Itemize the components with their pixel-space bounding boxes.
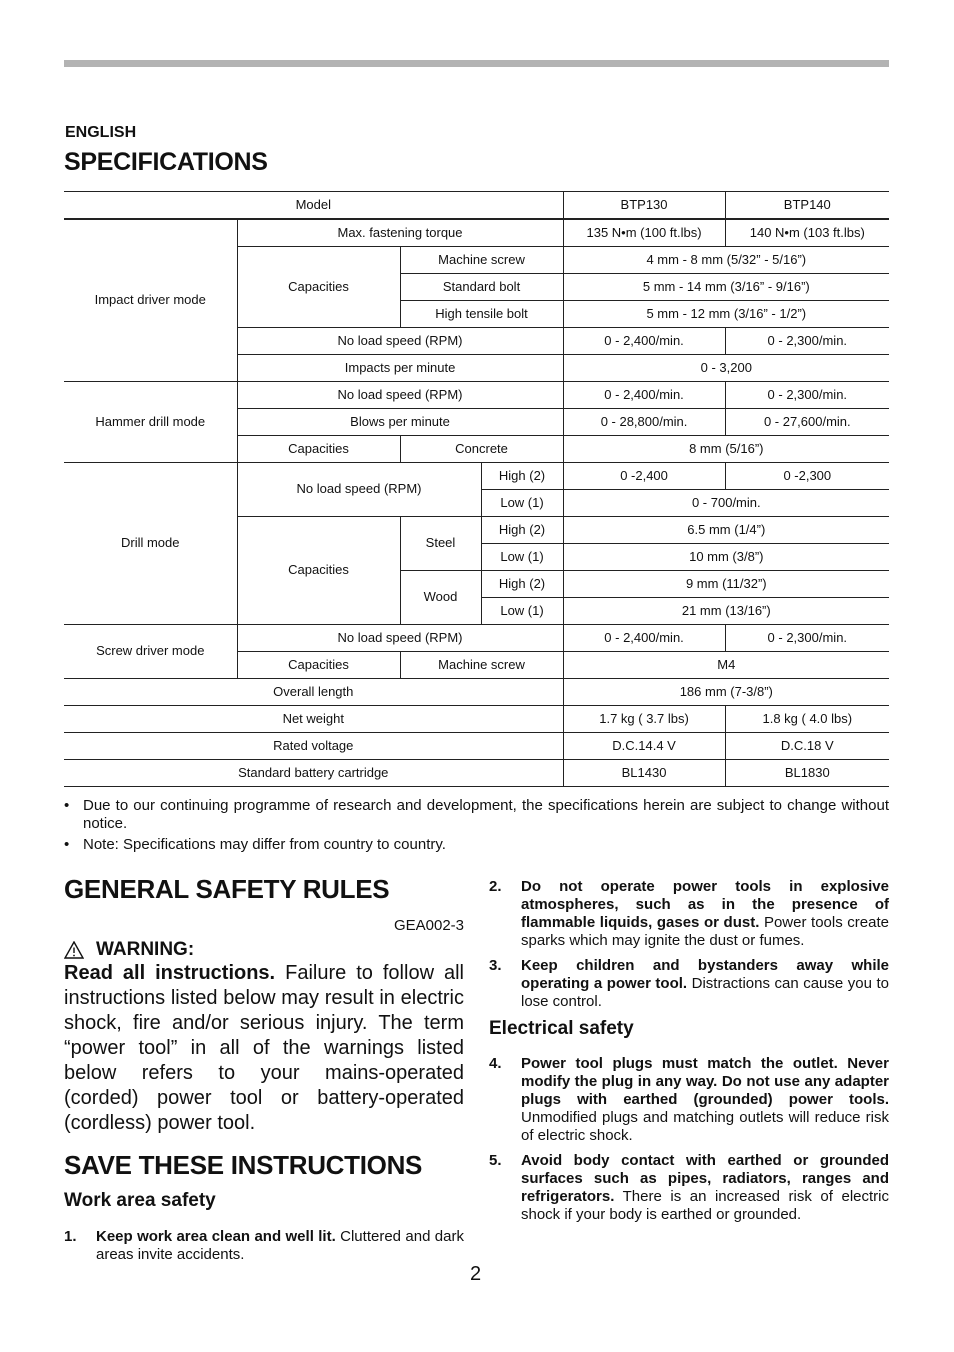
table-cell: Screw driver mode bbox=[64, 625, 237, 679]
rule-item bbox=[489, 1152, 889, 1224]
table-cell: 140 N•m (103 ft.lbs) bbox=[725, 219, 889, 247]
table-cell: Overall length bbox=[64, 679, 563, 706]
rule-text bbox=[521, 1152, 889, 1224]
rule-number: 4. bbox=[489, 1055, 502, 1072]
electrical-safety-title: Electrical safety bbox=[489, 1018, 634, 1039]
table-cell: 4 mm - 8 mm (5/32” - 5/16”) bbox=[563, 247, 889, 274]
rule-bold: Do not operate power tools in explosive atmospheres, such as in the presence of flammable liquids, gases or dust. bbox=[521, 878, 889, 931]
table-cell: 0 - 27,600/min. bbox=[725, 409, 889, 436]
table-cell: Low (1) bbox=[481, 490, 563, 517]
table-cell: 1.8 kg ( 4.0 lbs) bbox=[725, 706, 889, 733]
table-row bbox=[64, 625, 889, 652]
rule-bold: Keep children and bystanders away while operating a power tool. bbox=[521, 957, 889, 992]
page-title: SPECIFICATIONS bbox=[64, 148, 268, 176]
table-cell: BTP130 bbox=[563, 192, 725, 220]
table-cell: No load speed (RPM) bbox=[237, 463, 481, 517]
rule-number: 2. bbox=[489, 878, 502, 895]
rule-item bbox=[489, 1055, 889, 1145]
table-cell: Standard bolt bbox=[400, 274, 563, 301]
table-cell: Low (1) bbox=[481, 598, 563, 625]
table-cell: Capacities bbox=[237, 247, 400, 328]
rule-text bbox=[521, 878, 889, 950]
table-cell: 5 mm - 12 mm (3/16” - 1/2”) bbox=[563, 301, 889, 328]
table-cell: 0 - 3,200 bbox=[563, 355, 889, 382]
page-number: 2 bbox=[470, 1263, 482, 1285]
table-cell: 0 - 28,800/min. bbox=[563, 409, 725, 436]
top-rule bbox=[64, 60, 889, 67]
table-cell: Capacities bbox=[237, 436, 400, 463]
table-cell: 0 - 2,400/min. bbox=[563, 382, 725, 409]
table-cell: Machine screw bbox=[400, 652, 563, 679]
table-cell: 186 mm (7-3/8”) bbox=[563, 679, 889, 706]
table-cell: 21 mm (13/16”) bbox=[563, 598, 889, 625]
table-cell: Rated voltage bbox=[64, 733, 563, 760]
rule-bold: Keep work area clean and well lit. bbox=[96, 1228, 336, 1245]
table-cell: M4 bbox=[563, 652, 889, 679]
warning-body: Failure to follow all instructions listed below may result in electric shock, fire and/or serious injury. The term “power tool” in all of the warnings listed below refers to your mains-operated (corded) power tool or battery-operated (cordless) power tool. bbox=[64, 962, 465, 1134]
table-cell: High tensile bolt bbox=[400, 301, 563, 328]
table-cell: Capacities bbox=[237, 517, 400, 625]
table-cell: 0 - 2,400/min. bbox=[563, 328, 725, 355]
table-row bbox=[64, 382, 889, 409]
table-cell: Blows per minute bbox=[237, 409, 563, 436]
table-cell: Model bbox=[64, 192, 563, 220]
table-cell: 9 mm (11/32”) bbox=[563, 571, 889, 598]
table-cell: BL1430 bbox=[563, 760, 725, 787]
rule-body: Unmodified plugs and matching outlets will reduce risk of electric shock. bbox=[521, 1109, 889, 1144]
table-cell: 0 - 2,400/min. bbox=[563, 625, 725, 652]
table-row bbox=[64, 679, 889, 706]
table-cell: D.C.14.4 V bbox=[563, 733, 725, 760]
table-cell: 0 -2,400 bbox=[563, 463, 725, 490]
table-row bbox=[64, 733, 889, 760]
work-area-title: Work area safety bbox=[64, 1190, 216, 1211]
table-cell: Wood bbox=[400, 571, 481, 625]
table-cell: 5 mm - 14 mm (3/16” - 9/16”) bbox=[563, 274, 889, 301]
table-cell: Capacities bbox=[237, 652, 400, 679]
table-cell: 6.5 mm (1/4”) bbox=[563, 517, 889, 544]
document-code: GEA002-3 bbox=[393, 917, 464, 934]
warning-heading bbox=[64, 939, 464, 961]
rule-bold: Power tool plugs must match the outlet. Never modify the plug in any way. Do not use any adapter plugs with earthed (grounded) power tools. bbox=[521, 1055, 889, 1108]
spec-notes bbox=[64, 797, 889, 857]
table-cell: 0 - 700/min. bbox=[563, 490, 889, 517]
table-cell: High (2) bbox=[481, 463, 563, 490]
table-cell: No load speed (RPM) bbox=[237, 328, 563, 355]
rule-number: 1. bbox=[64, 1228, 77, 1245]
table-cell: BTP140 bbox=[725, 192, 889, 220]
save-instructions-title: SAVE THESE INSTRUCTIONS bbox=[64, 1150, 423, 1180]
table-cell: 1.7 kg ( 3.7 lbs) bbox=[563, 706, 725, 733]
table-cell: Impacts per minute bbox=[237, 355, 563, 382]
table-row bbox=[64, 463, 889, 490]
left-column bbox=[64, 874, 464, 1264]
table-cell: Impact driver mode bbox=[64, 219, 237, 382]
table-cell: High (2) bbox=[481, 571, 563, 598]
table-cell: Hammer drill mode bbox=[64, 382, 237, 463]
rule-item bbox=[489, 878, 889, 950]
rule-text bbox=[521, 957, 889, 1011]
rule-number: 5. bbox=[489, 1152, 502, 1169]
table-cell: Drill mode bbox=[64, 463, 237, 625]
table-cell: Net weight bbox=[64, 706, 563, 733]
safety-title: GENERAL SAFETY RULES bbox=[64, 874, 390, 904]
table-cell: Standard battery cartridge bbox=[64, 760, 563, 787]
rule-body: Power tools create sparks which may ignite the dust or fumes. bbox=[521, 914, 889, 949]
rule-item bbox=[64, 1228, 464, 1264]
rule-bold: Avoid body contact with earthed or grounded surfaces such as pipes, radiators, ranges and refrigerators. bbox=[521, 1152, 889, 1205]
table-cell: Steel bbox=[400, 517, 481, 571]
language-label: ENGLISH bbox=[65, 124, 137, 141]
table-cell: Low (1) bbox=[481, 544, 563, 571]
table-row bbox=[64, 760, 889, 787]
table-cell: 10 mm (3/8”) bbox=[563, 544, 889, 571]
rule-body: Distractions can cause you to lose control. bbox=[521, 975, 889, 1010]
table-cell: 0 - 2,300/min. bbox=[725, 382, 889, 409]
specifications-table bbox=[64, 191, 889, 787]
table-cell: 8 mm (5/16”) bbox=[563, 436, 889, 463]
table-row bbox=[64, 192, 889, 220]
warning-text bbox=[64, 961, 464, 1136]
warning-label: WARNING: bbox=[96, 939, 195, 960]
table-cell: BL1830 bbox=[725, 760, 889, 787]
table-cell: 135 N•m (100 ft.lbs) bbox=[563, 219, 725, 247]
warning-bold: Read all instructions. bbox=[64, 962, 276, 984]
table-cell: 0 - 2,300/min. bbox=[725, 328, 889, 355]
rule-body: Cluttered and dark areas invite accidents. bbox=[96, 1228, 464, 1263]
rule-text bbox=[521, 1055, 889, 1145]
rule-number: 3. bbox=[489, 957, 502, 974]
rule-item bbox=[489, 957, 889, 1011]
table-row bbox=[64, 219, 889, 247]
right-column bbox=[489, 878, 889, 1224]
table-cell: No load speed (RPM) bbox=[237, 382, 563, 409]
note-item: • Due to our continuing programme of research and development, the specifications herein are subject to change without notice. bbox=[64, 797, 889, 833]
table-cell: Max. fastening torque bbox=[237, 219, 563, 247]
table-cell: 0 -2,300 bbox=[725, 463, 889, 490]
table-cell: 0 - 2,300/min. bbox=[725, 625, 889, 652]
table-cell: Machine screw bbox=[400, 247, 563, 274]
warning-triangle-icon bbox=[64, 941, 84, 959]
rule-body: There is an increased risk of electric shock if your body is earthed or grounded. bbox=[521, 1188, 889, 1223]
rule-text bbox=[96, 1228, 464, 1264]
table-cell: D.C.18 V bbox=[725, 733, 889, 760]
table-cell: Concrete bbox=[400, 436, 563, 463]
table-cell: No load speed (RPM) bbox=[237, 625, 563, 652]
table-cell: High (2) bbox=[481, 517, 563, 544]
table-row bbox=[64, 706, 889, 733]
note-item: • Note: Specifications may differ from country to country. bbox=[64, 836, 889, 854]
